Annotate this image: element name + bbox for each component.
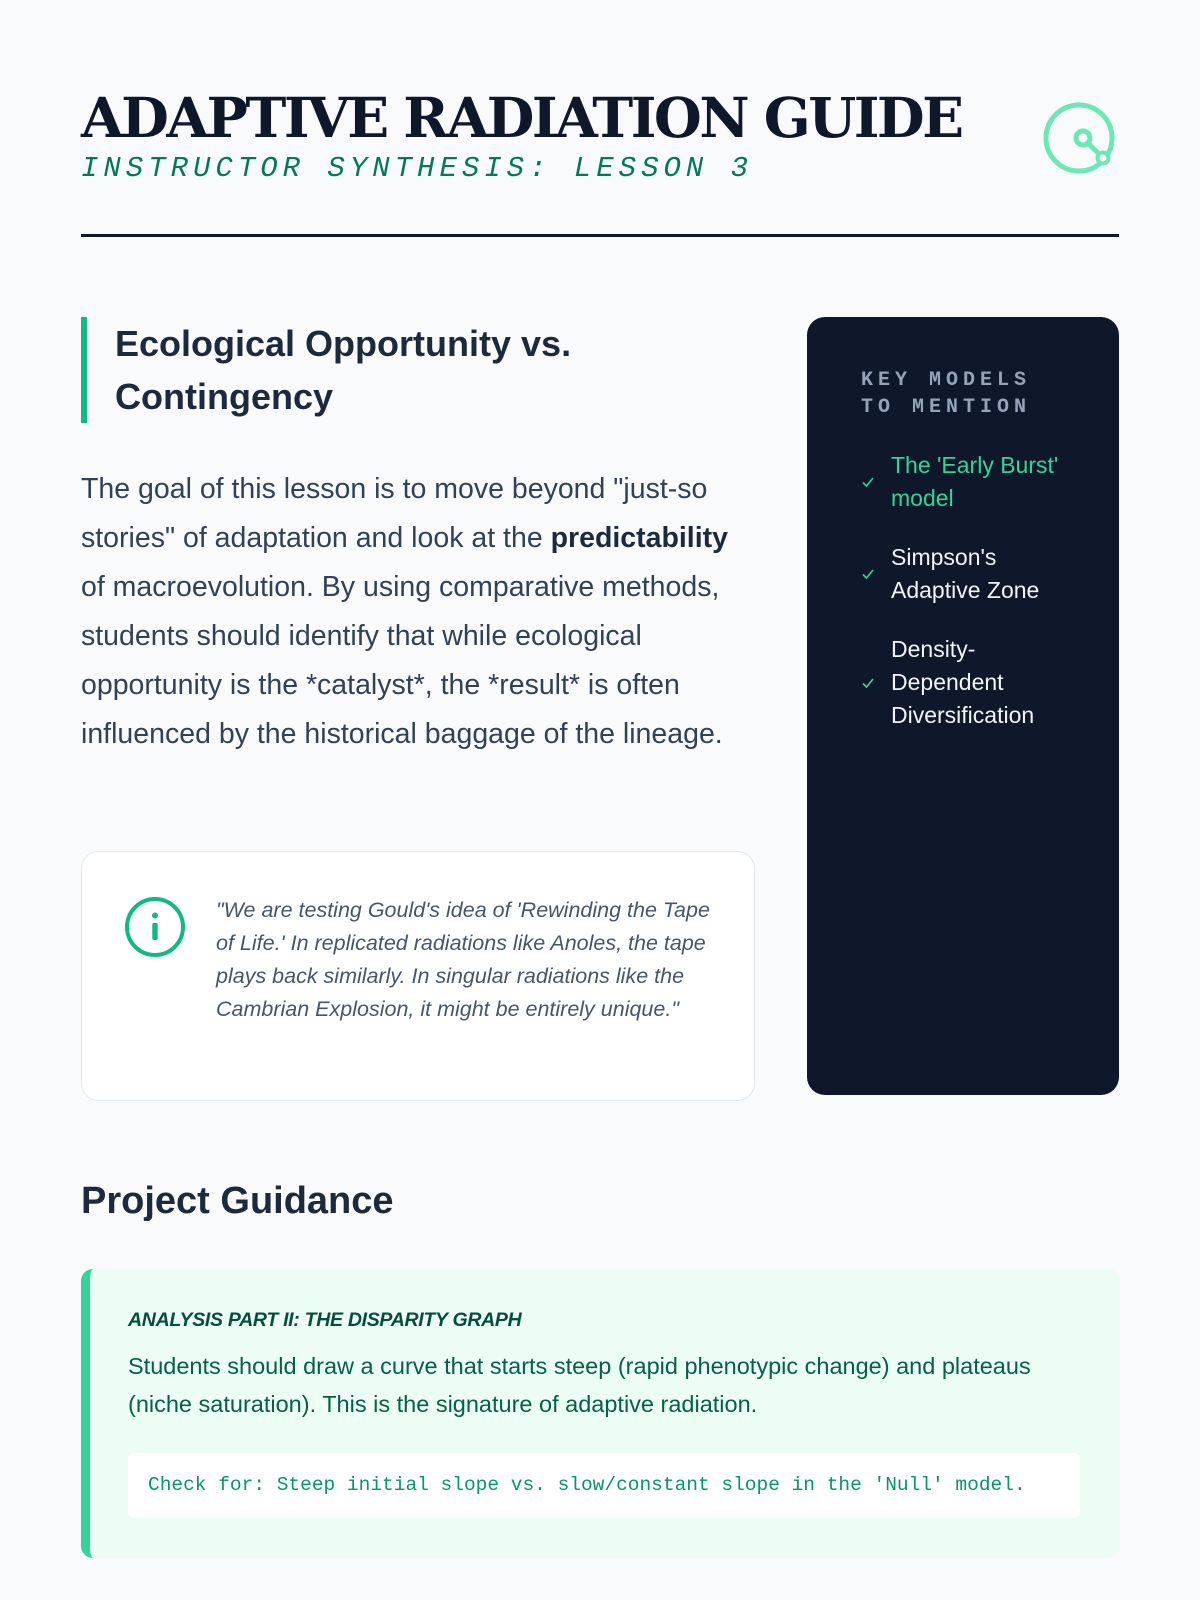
list-item: [861, 541, 1089, 607]
page-title: ADAPTIVE RADIATION GUIDE: [81, 85, 962, 150]
analysis-card-body: Students should draw a curve that starts steep (rapid phenotypic change) and plateaus (niche saturation). This is the signature of adaptive radiation.: [128, 1353, 1031, 1417]
info-icon: [124, 896, 186, 958]
intro-text-start: The goal of this lesson is to move beyond "just-so stories" of adaptation and look at the: [81, 473, 708, 554]
check-icon: [861, 676, 875, 690]
check-icon: [861, 475, 875, 489]
magnifier-node-icon: [1041, 100, 1117, 176]
model-label: The 'Early Burst' model: [891, 452, 1059, 511]
page-header: [81, 0, 1119, 237]
callout-quote: "We are testing Gould's idea of 'Rewinding the Tape of Life.' In replicated radiations like Anoles, the tape plays back similarly. In singular radiations like the Cambrian Explosion, it might be entirely unique.": [216, 898, 710, 1021]
intro-text-end: of macroevolution. By using comparative methods, students should identify that while ecological opportunity is the *catalyst*, the *result* is often influenced by the historical baggage of the lineage.: [81, 571, 723, 750]
key-models-list: [861, 449, 1089, 732]
lesson-row: [81, 317, 1119, 1095]
check-criteria-code: Check for: Steep initial slope vs. slow/constant slope in the 'Null' model.: [128, 1453, 1080, 1518]
model-label: Simpson's Adaptive Zone: [891, 544, 1040, 603]
analysis-card-heading: ANALYSIS PART II: THE DISPARITY GRAPH: [128, 1309, 522, 1331]
quote-callout: [81, 851, 755, 1101]
project-guidance-title: Project Guidance: [81, 1180, 394, 1222]
analysis-card: [81, 1269, 1120, 1558]
intro-paragraph: [81, 465, 755, 759]
lesson-main: [81, 317, 755, 1021]
model-label: Density-Dependent Diversification: [891, 636, 1035, 728]
key-models-heading: KEY MODELS TO MENTION: [861, 369, 1032, 419]
page-subtitle: INSTRUCTOR SYNTHESIS: LESSON 3: [81, 152, 754, 185]
key-models-panel: [807, 317, 1119, 1095]
intro-emphasis: predictability: [550, 522, 728, 554]
list-item: [861, 633, 1089, 732]
section-title: Ecological Opportunity vs. Contingency: [81, 317, 755, 423]
list-item: [861, 449, 1089, 515]
check-icon: [861, 567, 875, 581]
